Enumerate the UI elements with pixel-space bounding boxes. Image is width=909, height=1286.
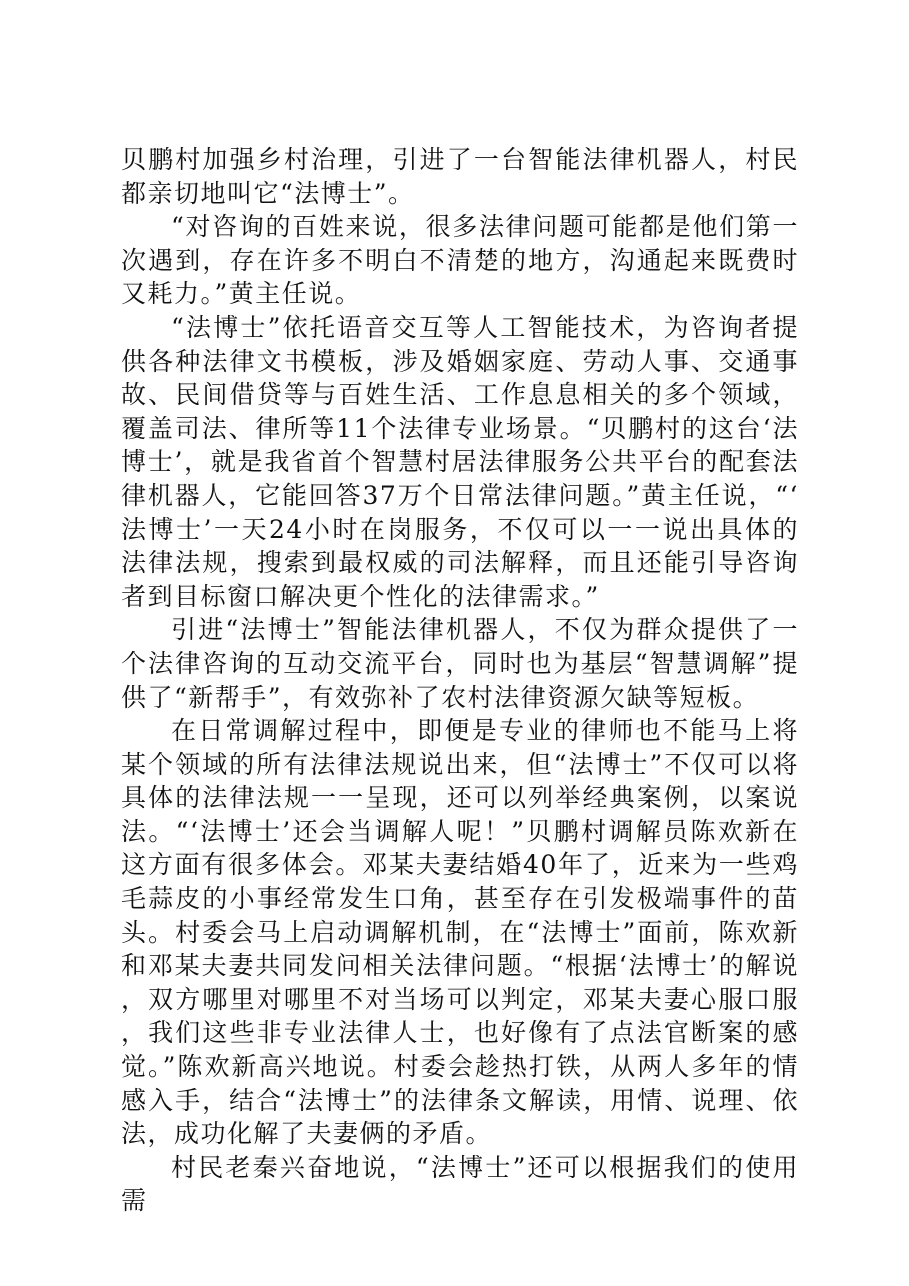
paragraph-6: 村民老秦兴奋地说，“法博士”还可以根据我们的使用需 xyxy=(121,1152,799,1216)
paragraph-5: 在日常调解过程中，即便是专业的律师也不能马上将某个领域的所有法律法规说出来，但“法博士”不仅可以将具体的法律法规一一呈现，还可以列举经典案例，以案说法。“‘法博士’还会当调解人呢！”贝鹏村调解员陈欢新在这方面有很多体会。邓某夫妻结婚40年了，近来为一些鸡毛蒜皮的小事经常发生口角，甚至存在引发极端事件的苗头。村委会马上启动调解机制，在“法博士”面前，陈欢新和邓某夫妻共同发问相关法律问题。“根据‘法博士’的解说，双方哪里对哪里不对当场可以判定，邓某夫妻心服口服，我们这些非专业法律人士，也好像有了点法官断案的感觉。”陈欢新高兴地说。村委会趁热打铁，从两人多年的情感入手，结合“法博士”的法律条文解读，用情、说理、依法，成功化解了夫妻俩的矛盾。 xyxy=(121,716,799,1149)
paragraph-4: 引进“法博士”智能法律机器人，不仅为群众提供了一个法律咨询的互动交流平台，同时也为基层“智慧调解”提供了“新帮手”，有效弥补了农村法律资源欠缺等短板。 xyxy=(121,615,799,712)
paragraph-2: “对咨询的百姓来说，很多法律问题可能都是他们第一次遇到，存在许多不明白不清楚的地方，沟通起来既费时又耗力。”黄主任说。 xyxy=(121,212,799,309)
paragraph-3: “法博士”依托语音交互等人工智能技术，为咨询者提供各种法律文书模板，涉及婚姻家庭、劳动人事、交通事故、民间借贷等与百姓生活、工作息息相关的多个领域，覆盖司法、律所等11个法律专业场景。“贝鹏村的这台‘法博士’，就是我省首个智慧村居法律服务公共平台的配套法律机器人，它能回答37万个日常法律问题。”黄主任说，“‘法博士’一天24小时在岗服务，不仅可以一一说出具体的法律法规，搜索到最权威的司法解释，而且还能引导咨询者到目标窗口解决更个性化的法律需求。” xyxy=(121,312,799,611)
paragraph-1: 贝鹏村加强乡村治理，引进了一台智能法律机器人，村民都亲切地叫它“法博士”。 xyxy=(121,145,799,208)
article-body xyxy=(121,143,799,1218)
